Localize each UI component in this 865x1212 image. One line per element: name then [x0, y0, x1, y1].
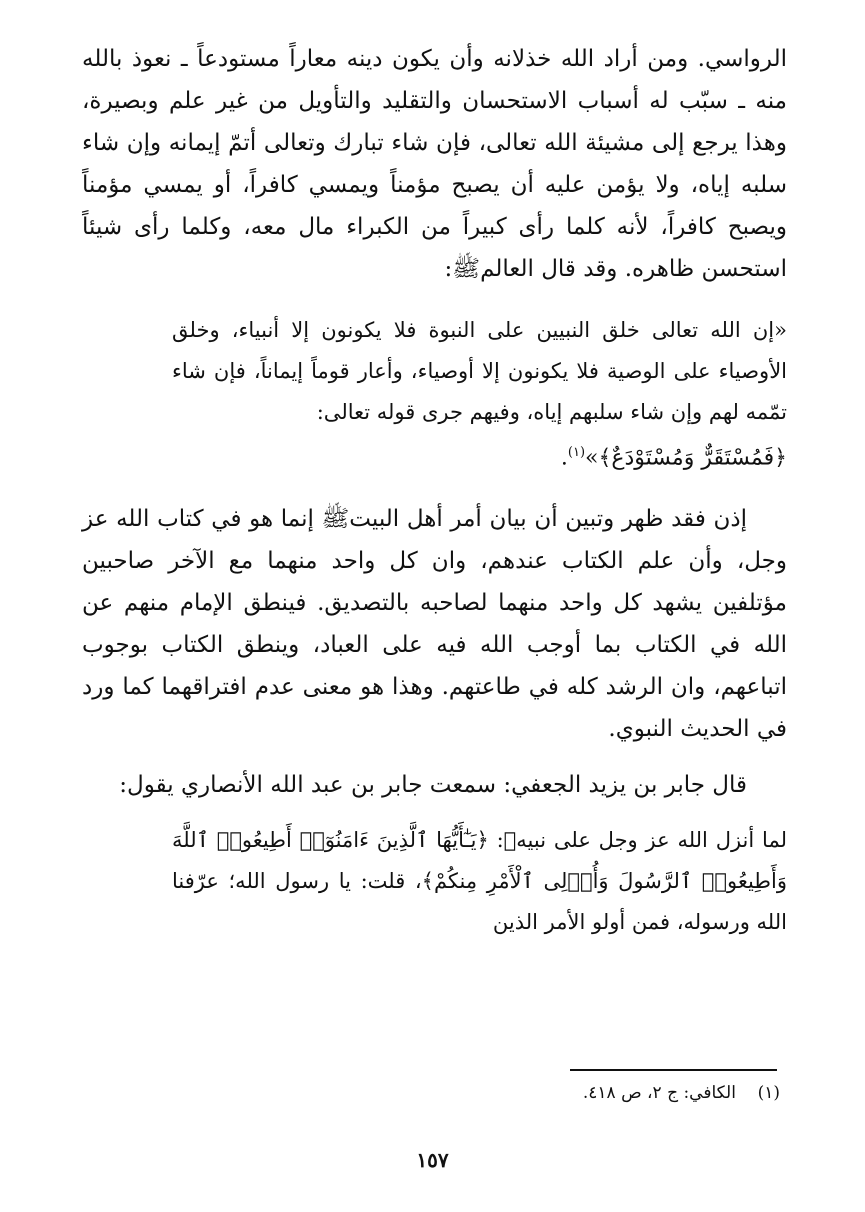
verse-text: ﴿فَمُسْتَقَرٌّ وَمُسْتَوْدَعٌ﴾» — [585, 445, 787, 471]
footnote — [583, 1080, 780, 1106]
paragraph-verse-obedience: لما أنزل الله عز وجل على نبيهﷺ: ﴿يَـٰٓأَيُّهَا ٱلَّذِينَ ءَامَنُوٓا۟ أَطِيعُوا۟ ٱللَّهَ وَأَطِيعُوا۟ ٱلرَّسُولَ وَأُو۟لِى ٱلْأَمْرِ مِنكُمْ﴾، قلت: يا رسول الله؛ عرّفنا الله ورسوله، فمن أولو الأمر الذين — [172, 828, 787, 935]
footnote-divider — [570, 1069, 777, 1071]
page-body — [82, 38, 787, 943]
verse-end-mark: . — [560, 445, 568, 471]
paragraph-ahl-bayt: إذن فقد ظهر وتبين أن بيان أمر أهل البيتﷺ إنما هو في كتاب الله عز وجل، وأن علم الكتاب عندهم، وان كل واحد منهما مع الآخر صاحبين مؤتلفين يشهد كل واحد منهما لصاحبه بالتصديق. فينطق الإمام منهم عن الله في الكتاب بما أوجب الله فيه على العباد، وينطق الكتاب بوجوب اتباعهم، وان الرشد كله في طاعتهم. وهذا هو معنى عدم افتراقهما كما ورد في الحديث النبوي. — [82, 506, 787, 743]
quran-verse — [82, 433, 787, 478]
page-number: ١٥٧ — [416, 1148, 449, 1172]
paragraph-intro: الرواسي. ومن أراد الله خذلانه وأن يكون دينه معاراً مستودعاً ـ نعوذ بالله منه ـ سبّب له أسباب الاستحسان والتقليد والتأويل من غير علم وبصيرة، وهذا يرجع إلى مشيئة الله تعالى، فإن شاء تبارك وتعالى أتمّ إيمانه وإن شاء سلبه إياه، ولا يؤمن عليه أن يصبح مؤمناً ويمسي كافراً، أو يمسي مؤمناً ويصبح كافراً، لأنه كلما رأى كبيراً من الكبراء مال معه، وكلما رأى شيئاً استحسن ظاهره. وقد قال العالمﷺ: — [82, 46, 787, 282]
paragraph-jabir: قال جابر بن يزيد الجعفي: سمعت جابر بن عبد الله الأنصاري يقول: — [119, 772, 747, 799]
footnote-text: الكافي: ج ٢، ص ٤١٨. — [582, 1083, 736, 1103]
footnote-marker: (١) — [757, 1083, 780, 1103]
hadith-quote: «إن الله تعالى خلق النبيين على النبوة فلا يكونون إلا أنبياء، وخلق الأوصياء على الوصية فلا يكونون إلا أوصياء، وأعار قوماً إيماناً، فإن شاء تمّمه لهم وإن شاء سلبهم إياه، وفيهم جرى قوله تعالى: — [172, 318, 787, 424]
footnote-reference: (١) — [567, 445, 586, 460]
